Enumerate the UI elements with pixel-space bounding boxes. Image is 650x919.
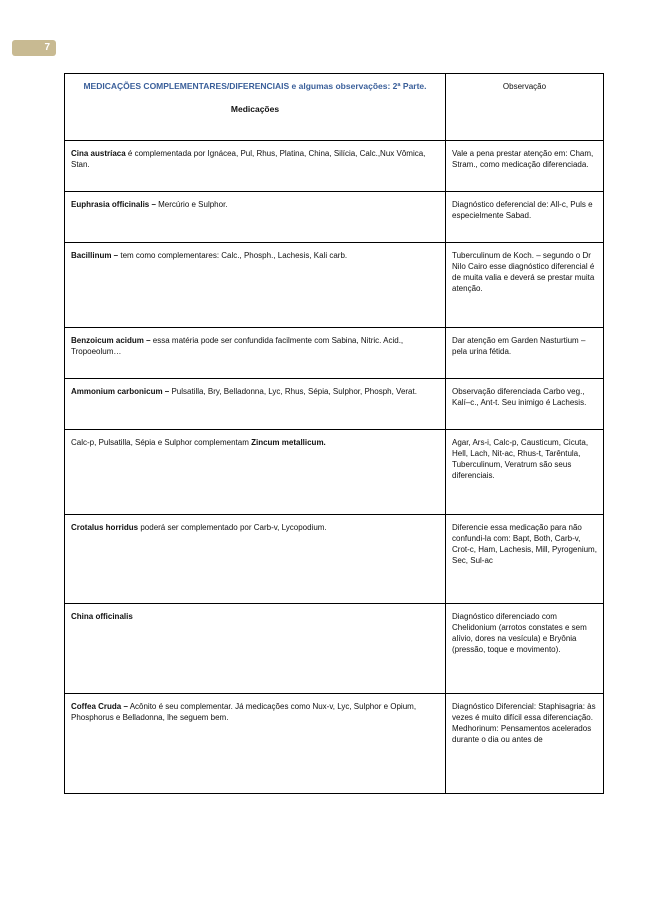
medication-cell: Coffea Cruda – Acônito é seu complementar. Já medicações como Nux-v, Lyc, Sulphor e Opium, Phosphorus e Belladonna, lhe seguem bem. xyxy=(65,694,446,794)
medication-cell: Calc-p, Pulsatilla, Sépia e Sulphor complementam Zincum metallicum. xyxy=(65,430,446,515)
observation-cell: Agar, Ars-i, Calc-p, Causticum, Cicuta, Hell, Lach, Nit-ac, Rhus-t, Tarêntula, Tuberculinum, Veratrum são seus diferenciais. xyxy=(446,430,604,515)
table-row xyxy=(65,328,604,379)
table-header-row xyxy=(65,74,604,141)
medication-name: Crotalus horridus xyxy=(71,523,139,532)
table-row xyxy=(65,141,604,192)
medication-cell: Cina austríaca é complementada por Ignácea, Pul, Rhus, Platina, China, Silícia, Calc.,Nux Vômica, Stan. xyxy=(65,141,446,192)
page-number: 7 xyxy=(44,42,50,53)
medication-name: Cina austríaca xyxy=(71,149,126,158)
medication-name: Bacillinum – xyxy=(71,251,119,260)
medication-name: Ammonium carbonicum – xyxy=(71,387,170,396)
table-header-medications xyxy=(65,74,446,141)
medication-cell: Euphrasia officinalis – Mercúrio e Sulphor. xyxy=(65,192,446,243)
observation-cell: Diagnóstico diferenciado com Chelidonium (arrotos constates e sem alívio, dores na vesícula) e Bryônia (pressão, toque e movimento). xyxy=(446,604,604,694)
table-row xyxy=(65,515,604,604)
medication-cell xyxy=(65,604,446,694)
observation-cell: Tuberculinum de Koch. – segundo o Dr Nilo Cairo esse diagnóstico diferencial é de muita valia e deverá se prestar muita atenção. xyxy=(446,243,604,328)
medication-cell: Benzoicum acidum – essa matéria pode ser confundida facilmente com Sabina, Nitric. Acid., Tropoeolum… xyxy=(65,328,446,379)
observation-cell: Dar atenção em Garden Nasturtium – pela urina fétida. xyxy=(446,328,604,379)
table-row xyxy=(65,430,604,515)
table-row xyxy=(65,379,604,430)
document-title: MEDICAÇÕES COMPLEMENTARES/DIFERENCIAIS e algumas observações: 2ª Parte. xyxy=(83,81,427,91)
medications-column-header: Medicações xyxy=(230,104,280,114)
observation-cell: Vale a pena prestar atenção em: Cham, Stram., como medicação diferenciada. xyxy=(446,141,604,192)
medication-cell: Ammonium carbonicum – Pulsatilla, Bry, Belladonna, Lyc, Rhus, Sépia, Sulphor, Phosph, Verat. xyxy=(65,379,446,430)
observation-cell: Diagnóstico deferencial de: All-c, Puls e especielmente Sabad. xyxy=(446,192,604,243)
observation-cell: Diagnóstico Diferencial: Staphisagria: às vezes é muito difícil essa diferenciação. Medhorinum: Pensamentos acelerados durante o dia ou antes de xyxy=(446,694,604,794)
observation-cell: Diferencie essa medicação para não confundi-la com: Bapt, Both, Carb-v, Crot-c, Ham, Lachesis, Mill, Pyrogenium, Sec, Sul-ac xyxy=(446,515,604,604)
observation-column-header: Observação xyxy=(446,74,604,141)
table-row xyxy=(65,192,604,243)
table-row xyxy=(65,604,604,694)
table-row xyxy=(65,243,604,328)
medication-cell: Bacillinum – tem como complementares: Calc., Phosph., Lachesis, Kali carb. xyxy=(65,243,446,328)
medication-cell: Crotalus horridus poderá ser complementado por Carb-v, Lycopodium. xyxy=(65,515,446,604)
medications-table xyxy=(64,73,604,794)
medication-name: Zincum metallicum. xyxy=(251,438,326,447)
observation-cell: Observação diferenciada Carbo veg., Kalí–c., Ant-t. Seu inimigo é Lachesis. xyxy=(446,379,604,430)
medication-name: China officinalis xyxy=(71,612,133,621)
table-row xyxy=(65,694,604,794)
medication-name: Euphrasia officinalis – xyxy=(71,200,156,209)
page-number-tab xyxy=(12,40,56,56)
medication-name: Benzoicum acidum – xyxy=(71,336,151,345)
medication-name: Coffea Cruda – xyxy=(71,702,128,711)
